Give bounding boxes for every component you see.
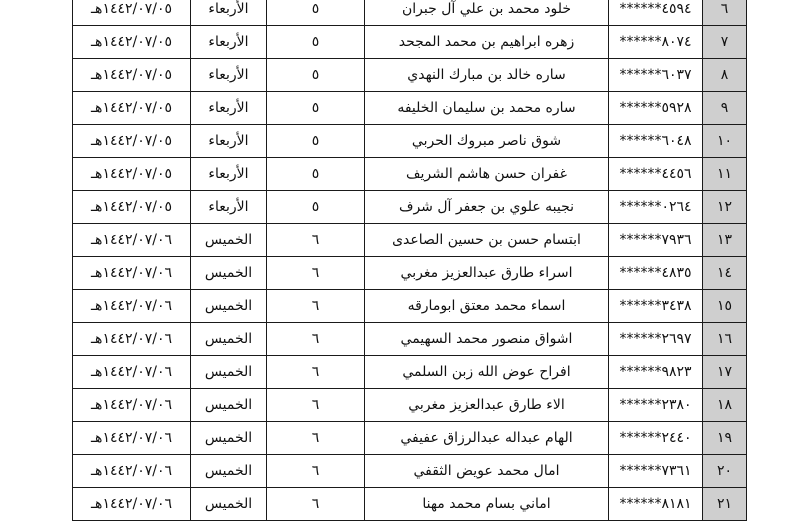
row-number-cell: ٢١ bbox=[703, 488, 747, 521]
day-cell: الأربعاء bbox=[191, 191, 267, 224]
name-cell: شوق ناصر مبروك الحربي bbox=[365, 125, 609, 158]
name-cell: ابتسام حسن بن حسين الصاعدى bbox=[365, 224, 609, 257]
day-cell: الخميس bbox=[191, 488, 267, 521]
id-cell: ******٢٤٤٠ bbox=[609, 422, 703, 455]
schedule-table bbox=[72, 0, 747, 521]
day-cell: الخميس bbox=[191, 422, 267, 455]
id-cell: ******٥٩٢٨ bbox=[609, 92, 703, 125]
row-number-cell: ١٠ bbox=[703, 125, 747, 158]
day-cell: الخميس bbox=[191, 290, 267, 323]
date-cell: ١٤٤٢/٠٧/٠٦هـ bbox=[73, 257, 191, 290]
name-cell: زهره ابراهيم بن محمد المجحد bbox=[365, 26, 609, 59]
table-row bbox=[73, 191, 747, 224]
name-cell: اشواق منصور محمد السهيمي bbox=[365, 323, 609, 356]
week-cell: ٥ bbox=[267, 92, 365, 125]
week-cell: ٦ bbox=[267, 224, 365, 257]
row-number-cell: ٧ bbox=[703, 26, 747, 59]
id-cell: ******٧٩٣٦ bbox=[609, 224, 703, 257]
table-row bbox=[73, 92, 747, 125]
table-row bbox=[73, 125, 747, 158]
id-cell: ******٢٦٩٧ bbox=[609, 323, 703, 356]
row-number-cell: ١٣ bbox=[703, 224, 747, 257]
id-cell: ******٨١٨١ bbox=[609, 488, 703, 521]
id-cell: ******٧٣٦١ bbox=[609, 455, 703, 488]
name-cell: افراح عوض الله زبن السلمي bbox=[365, 356, 609, 389]
row-number-cell: ١٤ bbox=[703, 257, 747, 290]
row-number-cell: ٢٠ bbox=[703, 455, 747, 488]
date-cell: ١٤٤٢/٠٧/٠٦هـ bbox=[73, 224, 191, 257]
date-cell: ١٤٤٢/٠٧/٠٥هـ bbox=[73, 191, 191, 224]
date-cell: ١٤٤٢/٠٧/٠٦هـ bbox=[73, 422, 191, 455]
date-cell: ١٤٤٢/٠٧/٠٦هـ bbox=[73, 488, 191, 521]
table-row bbox=[73, 323, 747, 356]
week-cell: ٦ bbox=[267, 389, 365, 422]
name-cell: الاء طارق عبدالعزيز مغربي bbox=[365, 389, 609, 422]
table-row bbox=[73, 224, 747, 257]
week-cell: ٥ bbox=[267, 0, 365, 26]
name-cell: غفران حسن هاشم الشريف bbox=[365, 158, 609, 191]
week-cell: ٥ bbox=[267, 125, 365, 158]
week-cell: ٥ bbox=[267, 191, 365, 224]
week-cell: ٥ bbox=[267, 26, 365, 59]
row-number-cell: ٨ bbox=[703, 59, 747, 92]
date-cell: ١٤٤٢/٠٧/٠٦هـ bbox=[73, 389, 191, 422]
table-row bbox=[73, 0, 747, 26]
row-number-cell: ٩ bbox=[703, 92, 747, 125]
date-cell: ١٤٤٢/٠٧/٠٥هـ bbox=[73, 0, 191, 26]
day-cell: الأربعاء bbox=[191, 92, 267, 125]
name-cell: اسراء طارق عبدالعزيز مغربي bbox=[365, 257, 609, 290]
table-row bbox=[73, 356, 747, 389]
day-cell: الأربعاء bbox=[191, 26, 267, 59]
row-number-cell: ١٢ bbox=[703, 191, 747, 224]
id-cell: ******٩٨٢٣ bbox=[609, 356, 703, 389]
row-number-cell: ١١ bbox=[703, 158, 747, 191]
table-row bbox=[73, 488, 747, 521]
day-cell: الخميس bbox=[191, 389, 267, 422]
id-cell: ******٤٤٥٦ bbox=[609, 158, 703, 191]
date-cell: ١٤٤٢/٠٧/٠٥هـ bbox=[73, 26, 191, 59]
id-cell: ******٢٣٨٠ bbox=[609, 389, 703, 422]
date-cell: ١٤٤٢/٠٧/٠٦هـ bbox=[73, 323, 191, 356]
date-cell: ١٤٤٢/٠٧/٠٦هـ bbox=[73, 290, 191, 323]
id-cell: ******٠٢٦٤ bbox=[609, 191, 703, 224]
table-row bbox=[73, 257, 747, 290]
id-cell: ******٦٠٣٧ bbox=[609, 59, 703, 92]
week-cell: ٥ bbox=[267, 158, 365, 191]
day-cell: الخميس bbox=[191, 323, 267, 356]
date-cell: ١٤٤٢/٠٧/٠٥هـ bbox=[73, 92, 191, 125]
date-cell: ١٤٤٢/٠٧/٠٥هـ bbox=[73, 158, 191, 191]
table-row bbox=[73, 26, 747, 59]
day-cell: الخميس bbox=[191, 257, 267, 290]
table-row bbox=[73, 59, 747, 92]
week-cell: ٦ bbox=[267, 290, 365, 323]
row-number-cell: ١٩ bbox=[703, 422, 747, 455]
day-cell: الأربعاء bbox=[191, 0, 267, 26]
id-cell: ******٤٨٣٥ bbox=[609, 257, 703, 290]
name-cell: ساره خالد بن مبارك النهدي bbox=[365, 59, 609, 92]
week-cell: ٦ bbox=[267, 422, 365, 455]
id-cell: ******٨٠٧٤ bbox=[609, 26, 703, 59]
table-row bbox=[73, 422, 747, 455]
table-row bbox=[73, 389, 747, 422]
name-cell: اماني بسام محمد مهنا bbox=[365, 488, 609, 521]
table-row bbox=[73, 290, 747, 323]
day-cell: الأربعاء bbox=[191, 125, 267, 158]
row-number-cell: ١٨ bbox=[703, 389, 747, 422]
date-cell: ١٤٤٢/٠٧/٠٦هـ bbox=[73, 356, 191, 389]
row-number-cell: ٦ bbox=[703, 0, 747, 26]
date-cell: ١٤٤٢/٠٧/٠٥هـ bbox=[73, 59, 191, 92]
name-cell: خلود محمد بن علي آل جبران bbox=[365, 0, 609, 26]
name-cell: امال محمد عويض الثقفي bbox=[365, 455, 609, 488]
id-cell: ******٣٤٣٨ bbox=[609, 290, 703, 323]
table-row bbox=[73, 455, 747, 488]
id-cell: ******٦٠٤٨ bbox=[609, 125, 703, 158]
day-cell: الخميس bbox=[191, 455, 267, 488]
name-cell: الهام عبداله عبدالرزاق عفيفي bbox=[365, 422, 609, 455]
week-cell: ٦ bbox=[267, 323, 365, 356]
name-cell: نجيبه علوي بن جعفر آل شرف bbox=[365, 191, 609, 224]
date-cell: ١٤٤٢/٠٧/٠٦هـ bbox=[73, 455, 191, 488]
week-cell: ٦ bbox=[267, 455, 365, 488]
week-cell: ٦ bbox=[267, 257, 365, 290]
day-cell: الأربعاء bbox=[191, 59, 267, 92]
row-number-cell: ١٦ bbox=[703, 323, 747, 356]
day-cell: الخميس bbox=[191, 356, 267, 389]
week-cell: ٦ bbox=[267, 488, 365, 521]
name-cell: ساره محمد بن سليمان الخليفه bbox=[365, 92, 609, 125]
table-row bbox=[73, 158, 747, 191]
row-number-cell: ١٧ bbox=[703, 356, 747, 389]
row-number-cell: ١٥ bbox=[703, 290, 747, 323]
week-cell: ٥ bbox=[267, 59, 365, 92]
day-cell: الخميس bbox=[191, 224, 267, 257]
name-cell: اسماء محمد معتق ابومارقه bbox=[365, 290, 609, 323]
schedule-table-body bbox=[73, 0, 747, 521]
week-cell: ٦ bbox=[267, 356, 365, 389]
id-cell: ******٤٥٩٤ bbox=[609, 0, 703, 26]
date-cell: ١٤٤٢/٠٧/٠٥هـ bbox=[73, 125, 191, 158]
day-cell: الأربعاء bbox=[191, 158, 267, 191]
